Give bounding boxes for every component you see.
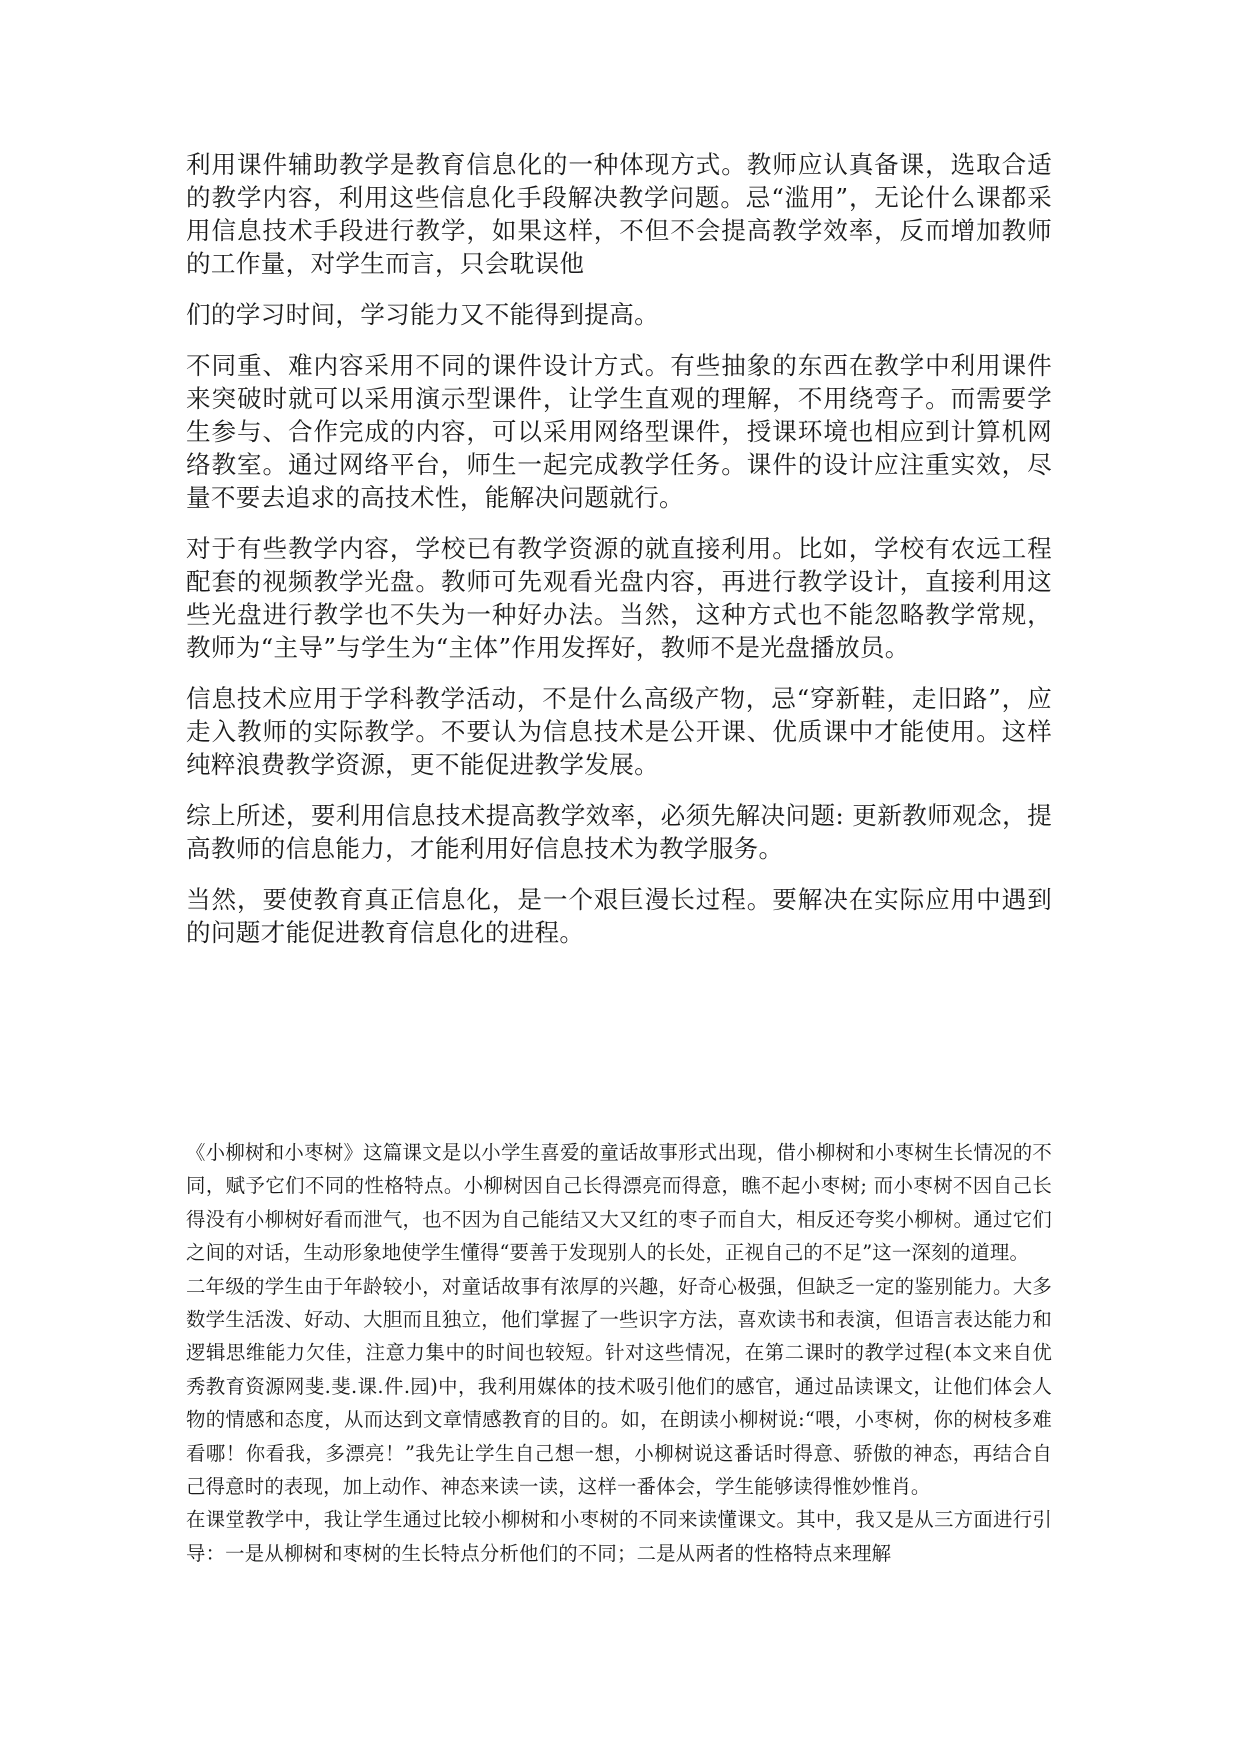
paragraph: 利用课件辅助教学是教育信息化的一种体现方式。教师应认真备课，选取合适的教学内容，利用这些信息化手段解决教学问题。忌“滥用”，无论什么课都采用信息技术手段进行教学，如果这样，不但不会提高教学效率，反而增加教师的工作量，对学生而言，只会耽误他	[186, 150, 1052, 278]
essay-section-information-technology	[186, 148, 1052, 967]
paragraph: 《小柳树和小枣树》这篇课文是以小学生喜爱的童话故事形式出现，借小柳树和小枣树生长情况的不同，赋予它们不同的性格特点。小柳树因自己长得漂亮而得意，瞧不起小枣树; 而小枣树不因自己长得没有小柳树好看而泄气，也不因为自己能结又大又红的枣子而自大，相反还夸奖小柳树。通过它们之间的对话，生动形象地使学生懂得“要善于发现别人的长处，正视自己的不足”这一深刻的道理。	[186, 1141, 1052, 1265]
paragraph: 在课堂教学中，我让学生通过比较小柳树和小枣树的不同来读懂课文。其中，我又是从三方面进行引导：一是从柳树和枣树的生长特点分析他们的不同；二是从两者的性格特点来理解	[186, 1508, 1052, 1565]
paragraph: 信息技术应用于学科教学活动，不是什么高级产物，忌“穿新鞋，走旧路”，应走入教师的实际教学。不要认为信息技术是公开课、优质课中才能使用。这样纯粹浪费教学资源，更不能促进教学发展。	[186, 684, 1052, 779]
paragraph: 二年级的学生由于年龄较小，对童话故事有浓厚的兴趣，好奇心极强，但缺乏一定的鉴别能力。大多数学生活泼、好动、大胆而且独立，他们掌握了一些识字方法，喜欢读书和表演，但语言表达能力和逻辑思维能力欠佳，注意力集中的时间也较短。针对这些情况，在第二课时的教学过程(本文来自优秀教育资源网斐.斐.课.件.园)中，我利用媒体的技术吸引他们的感官，通过品读课文，让他们体会人物的情感和态度，从而达到文章情感教育的目的。如，在朗读小柳树说:“喂，小枣树，你的树枝多难看哪！你看我，多漂亮！”我先让学生自己想一想，小柳树说这番话时得意、骄傲的神态，再结合自己得意时的表现，加上动作、神态来读一读，这样一番体会，学生能够读得惟妙惟肖。	[186, 1274, 1052, 1499]
essay-section-lesson-reflection	[186, 1136, 1052, 1570]
paragraph: 当然，要使教育真正信息化，是一个艰巨漫长过程。要解决在实际应用中遇到的问题才能促进教育信息化的进程。	[186, 885, 1052, 947]
paragraph: 对于有些教学内容，学校已有教学资源的就直接利用。比如，学校有农远工程配套的视频教学光盘。教师可先观看光盘内容，再进行教学设计，直接利用这些光盘进行教学也不失为一种好办法。当然，这种方式也不能忽略教学常规，教师为“主导”与学生为“主体”作用发挥好，教师不是光盘播放员。	[186, 534, 1052, 662]
paragraph: 综上所述，要利用信息技术提高教学效率，必须先解决问题: 更新教师观念，提高教师的信息能力，才能利用好信息技术为教学服务。	[186, 801, 1052, 863]
paragraph: 不同重、难内容采用不同的课件设计方式。有些抽象的东西在教学中利用课件来突破时就可以采用演示型课件，让学生直观的理解，不用绕弯子。而需要学生参与、合作完成的内容，可以采用网络型课件，授课环境也相应到计算机网络教室。通过网络平台，师生一起完成教学任务。课件的设计应注重实效，尽量不要去追求的高技术性，能解决问题就行。	[186, 351, 1052, 512]
paragraph: 们的学习时间，学习能力又不能得到提高。	[186, 300, 659, 329]
